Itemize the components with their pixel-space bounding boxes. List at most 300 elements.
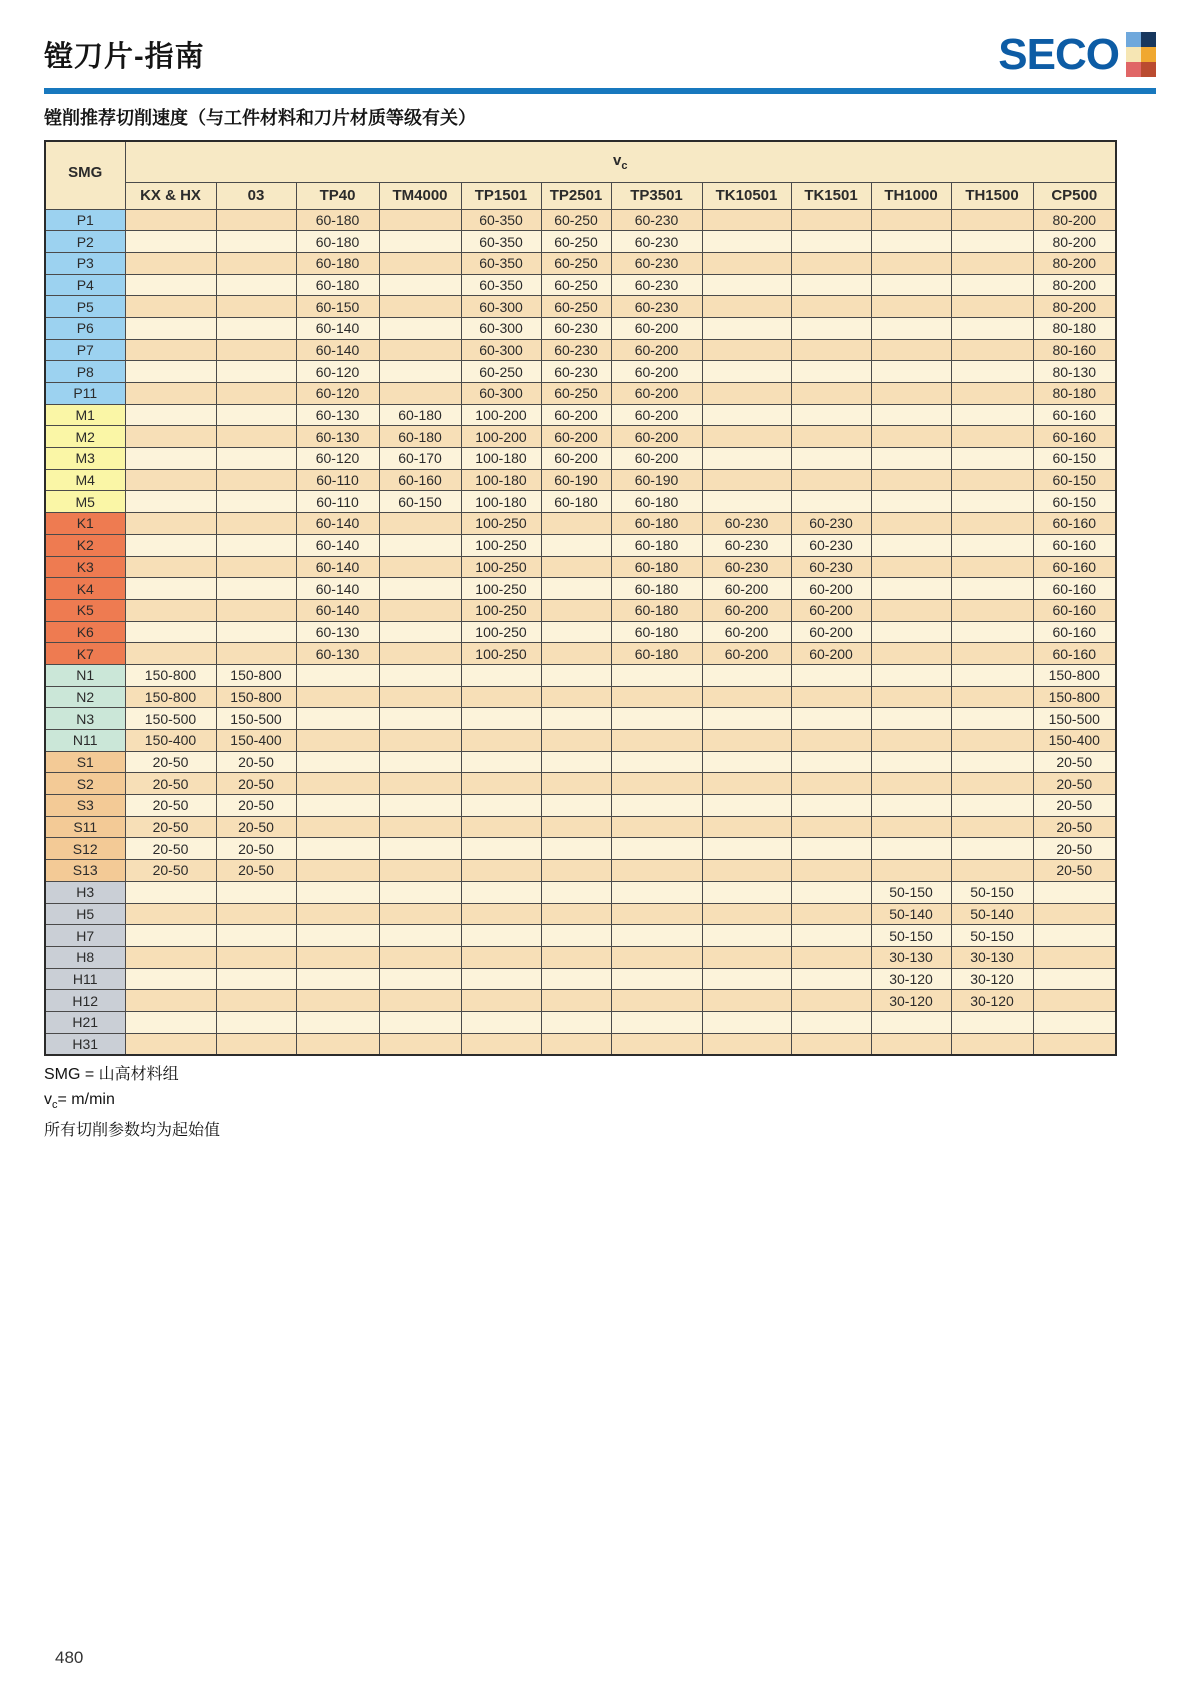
- value-cell: 60-200: [702, 599, 791, 621]
- value-cell: 150-500: [216, 708, 296, 730]
- smg-cell-h3: H3: [45, 881, 125, 903]
- column-header-th1000: TH1000: [871, 182, 951, 209]
- value-cell: [791, 903, 871, 925]
- value-cell: [871, 513, 951, 535]
- value-cell: 60-200: [541, 426, 611, 448]
- smg-cell-k5: K5: [45, 599, 125, 621]
- value-cell: 60-200: [791, 621, 871, 643]
- value-cell: [1033, 1033, 1116, 1055]
- value-cell: [951, 773, 1033, 795]
- table-row-p1: [45, 209, 1116, 231]
- value-cell: 60-180: [296, 274, 379, 296]
- smg-cell-k4: K4: [45, 578, 125, 600]
- table-row-k5: [45, 599, 1116, 621]
- value-cell: [951, 513, 1033, 535]
- value-cell: 60-180: [296, 231, 379, 253]
- value-cell: 60-200: [611, 404, 702, 426]
- value-cell: [125, 513, 216, 535]
- value-cell: [461, 925, 541, 947]
- value-cell: [951, 448, 1033, 470]
- value-cell: [216, 881, 296, 903]
- value-cell: [702, 838, 791, 860]
- value-cell: [611, 773, 702, 795]
- value-cell: [461, 708, 541, 730]
- value-cell: [611, 903, 702, 925]
- value-cell: [871, 448, 951, 470]
- value-cell: 60-200: [611, 339, 702, 361]
- value-cell: 60-300: [461, 339, 541, 361]
- value-cell: [461, 795, 541, 817]
- value-cell: [951, 534, 1033, 556]
- seco-logo: [998, 29, 1156, 79]
- value-cell: [541, 513, 611, 535]
- value-cell: 60-350: [461, 209, 541, 231]
- value-cell: 20-50: [216, 860, 296, 882]
- value-cell: 60-180: [379, 404, 461, 426]
- value-cell: [216, 990, 296, 1012]
- value-cell: [296, 881, 379, 903]
- value-cell: [541, 534, 611, 556]
- value-cell: [541, 708, 611, 730]
- value-cell: [702, 491, 791, 513]
- value-cell: 20-50: [125, 860, 216, 882]
- value-cell: [216, 621, 296, 643]
- value-cell: [702, 361, 791, 383]
- table-row-p3: [45, 252, 1116, 274]
- value-cell: [379, 361, 461, 383]
- value-cell: [871, 1011, 951, 1033]
- smg-cell-p5: P5: [45, 296, 125, 318]
- value-cell: 150-400: [216, 730, 296, 752]
- value-cell: [951, 556, 1033, 578]
- value-cell: [951, 838, 1033, 860]
- value-cell: [296, 773, 379, 795]
- value-cell: [461, 730, 541, 752]
- value-cell: 150-400: [1033, 730, 1116, 752]
- value-cell: 60-190: [541, 469, 611, 491]
- value-cell: [702, 296, 791, 318]
- value-cell: [379, 751, 461, 773]
- value-cell: 60-180: [611, 556, 702, 578]
- value-cell: [871, 491, 951, 513]
- value-cell: 100-180: [461, 448, 541, 470]
- value-cell: [871, 621, 951, 643]
- page-title: 镗刀片-指南: [44, 41, 205, 73]
- value-cell: [611, 816, 702, 838]
- value-cell: [125, 946, 216, 968]
- value-cell: [379, 1011, 461, 1033]
- value-cell: 60-160: [1033, 513, 1116, 535]
- value-cell: 80-180: [1033, 383, 1116, 405]
- value-cell: [791, 1033, 871, 1055]
- value-cell: [541, 1011, 611, 1033]
- value-cell: 20-50: [216, 838, 296, 860]
- value-cell: [379, 599, 461, 621]
- smg-cell-h7: H7: [45, 925, 125, 947]
- value-cell: 60-130: [296, 404, 379, 426]
- value-cell: [871, 404, 951, 426]
- value-cell: [702, 860, 791, 882]
- logo-mosaic-square: [1126, 47, 1141, 62]
- value-cell: [125, 925, 216, 947]
- table-row-k7: [45, 643, 1116, 665]
- value-cell: [951, 231, 1033, 253]
- value-cell: [541, 599, 611, 621]
- table-row-m3: [45, 448, 1116, 470]
- value-cell: [379, 643, 461, 665]
- smg-cell-p6: P6: [45, 317, 125, 339]
- value-cell: 20-50: [216, 773, 296, 795]
- note-start-values: 所有切削参数均为起始值: [44, 1122, 221, 1140]
- cutting-speed-table: [44, 140, 1117, 1056]
- value-cell: [702, 339, 791, 361]
- value-cell: 150-800: [1033, 664, 1116, 686]
- value-cell: 60-200: [611, 361, 702, 383]
- value-cell: [702, 404, 791, 426]
- value-cell: [296, 751, 379, 773]
- value-cell: [951, 317, 1033, 339]
- table-row-p8: [45, 361, 1116, 383]
- value-cell: 20-50: [1033, 860, 1116, 882]
- column-header-tp2501: TP2501: [541, 182, 611, 209]
- value-cell: [791, 383, 871, 405]
- value-cell: [791, 838, 871, 860]
- value-cell: 60-140: [296, 513, 379, 535]
- value-cell: [125, 599, 216, 621]
- value-cell: 60-160: [1033, 643, 1116, 665]
- value-cell: 50-150: [871, 881, 951, 903]
- value-cell: [296, 795, 379, 817]
- value-cell: 60-180: [611, 599, 702, 621]
- value-cell: [379, 925, 461, 947]
- value-cell: 60-180: [379, 426, 461, 448]
- value-cell: 60-230: [611, 274, 702, 296]
- value-cell: [216, 946, 296, 968]
- value-cell: [125, 361, 216, 383]
- value-cell: [379, 296, 461, 318]
- value-cell: [702, 686, 791, 708]
- value-cell: [125, 990, 216, 1012]
- table-row-s1: [45, 751, 1116, 773]
- value-cell: [216, 643, 296, 665]
- value-cell: [125, 469, 216, 491]
- table-row-p5: [45, 296, 1116, 318]
- value-cell: [871, 708, 951, 730]
- column-header-tp40: TP40: [296, 182, 379, 209]
- value-cell: [791, 209, 871, 231]
- value-cell: 20-50: [216, 816, 296, 838]
- value-cell: [951, 860, 1033, 882]
- value-cell: 60-140: [296, 599, 379, 621]
- smg-cell-s13: S13: [45, 860, 125, 882]
- value-cell: [871, 426, 951, 448]
- value-cell: 20-50: [125, 773, 216, 795]
- value-cell: 100-200: [461, 426, 541, 448]
- value-cell: [702, 317, 791, 339]
- vc-label-sub: c: [621, 159, 628, 172]
- value-cell: [461, 990, 541, 1012]
- smg-cell-p1: P1: [45, 209, 125, 231]
- value-cell: [379, 773, 461, 795]
- value-cell: 80-200: [1033, 296, 1116, 318]
- value-cell: [541, 990, 611, 1012]
- value-cell: [951, 296, 1033, 318]
- value-cell: 60-200: [791, 643, 871, 665]
- table-header: [45, 141, 1116, 209]
- smg-cell-k1: K1: [45, 513, 125, 535]
- value-cell: [379, 383, 461, 405]
- table-row-m4: [45, 469, 1116, 491]
- value-cell: [611, 946, 702, 968]
- logo-mosaic-square: [1141, 47, 1156, 62]
- value-cell: [951, 621, 1033, 643]
- value-cell: 60-200: [702, 578, 791, 600]
- value-cell: 60-170: [379, 448, 461, 470]
- value-cell: [296, 730, 379, 752]
- value-cell: [1033, 1011, 1116, 1033]
- value-cell: [216, 339, 296, 361]
- value-cell: [871, 773, 951, 795]
- table-row-h5: [45, 903, 1116, 925]
- value-cell: [951, 686, 1033, 708]
- value-cell: [541, 556, 611, 578]
- table-row-s13: [45, 860, 1116, 882]
- note-vc: $v_c= m/\min$: [44, 1091, 115, 1112]
- value-cell: [702, 925, 791, 947]
- value-cell: [379, 578, 461, 600]
- value-cell: 60-180: [611, 643, 702, 665]
- value-cell: 60-140: [296, 534, 379, 556]
- value-cell: [951, 1011, 1033, 1033]
- value-cell: [216, 404, 296, 426]
- smg-cell-s1: S1: [45, 751, 125, 773]
- smg-cell-n11: N11: [45, 730, 125, 752]
- value-cell: [296, 1033, 379, 1055]
- value-cell: 60-250: [541, 252, 611, 274]
- value-cell: 60-160: [1033, 426, 1116, 448]
- value-cell: [951, 252, 1033, 274]
- value-cell: [791, 339, 871, 361]
- value-cell: [871, 361, 951, 383]
- value-cell: [125, 881, 216, 903]
- column-header-cp500: CP500: [1033, 182, 1116, 209]
- value-cell: [791, 664, 871, 686]
- table-row-m5: [45, 491, 1116, 513]
- value-cell: [871, 209, 951, 231]
- value-cell: 50-140: [951, 903, 1033, 925]
- value-cell: [702, 795, 791, 817]
- value-cell: 150-800: [1033, 686, 1116, 708]
- value-cell: 150-800: [216, 686, 296, 708]
- value-cell: 20-50: [1033, 795, 1116, 817]
- value-cell: 60-180: [541, 491, 611, 513]
- value-cell: [379, 816, 461, 838]
- value-cell: [216, 968, 296, 990]
- value-cell: 100-250: [461, 578, 541, 600]
- value-cell: 20-50: [216, 795, 296, 817]
- value-cell: [951, 751, 1033, 773]
- value-cell: [379, 686, 461, 708]
- value-cell: [461, 751, 541, 773]
- value-cell: 100-250: [461, 599, 541, 621]
- column-header-tp3501: TP3501: [611, 182, 702, 209]
- value-cell: [216, 296, 296, 318]
- value-cell: 60-140: [296, 578, 379, 600]
- value-cell: 60-180: [611, 621, 702, 643]
- table-row-s12: [45, 838, 1116, 860]
- value-cell: 60-300: [461, 383, 541, 405]
- value-cell: 60-200: [611, 317, 702, 339]
- value-cell: [951, 361, 1033, 383]
- value-cell: [791, 968, 871, 990]
- value-cell: [871, 860, 951, 882]
- value-cell: [791, 1011, 871, 1033]
- smg-cell-p11: P11: [45, 383, 125, 405]
- value-cell: [791, 990, 871, 1012]
- value-cell: 60-250: [541, 209, 611, 231]
- note-smg: SMG = 山高材料组: [44, 1066, 179, 1083]
- value-cell: [951, 599, 1033, 621]
- value-cell: 20-50: [125, 751, 216, 773]
- value-cell: [216, 903, 296, 925]
- value-cell: 20-50: [125, 816, 216, 838]
- value-cell: [125, 426, 216, 448]
- value-cell: [951, 491, 1033, 513]
- value-cell: [791, 686, 871, 708]
- grade-header-row: [45, 182, 1116, 209]
- value-cell: 80-200: [1033, 274, 1116, 296]
- value-cell: [541, 968, 611, 990]
- table-row-m1: [45, 404, 1116, 426]
- value-cell: 30-120: [951, 990, 1033, 1012]
- value-cell: 60-130: [296, 426, 379, 448]
- value-cell: [296, 1011, 379, 1033]
- value-cell: [379, 946, 461, 968]
- value-cell: [611, 881, 702, 903]
- value-cell: 150-800: [125, 686, 216, 708]
- smg-cell-m1: M1: [45, 404, 125, 426]
- value-cell: 60-120: [296, 448, 379, 470]
- value-cell: 60-160: [1033, 556, 1116, 578]
- value-cell: [216, 209, 296, 231]
- value-cell: 30-120: [871, 968, 951, 990]
- value-cell: [702, 469, 791, 491]
- value-cell: [702, 252, 791, 274]
- value-cell: [791, 404, 871, 426]
- value-cell: [951, 795, 1033, 817]
- table-row-p11: [45, 383, 1116, 405]
- value-cell: [702, 990, 791, 1012]
- value-cell: [541, 621, 611, 643]
- smg-cell-h5: H5: [45, 903, 125, 925]
- value-cell: 60-230: [702, 556, 791, 578]
- value-cell: [791, 946, 871, 968]
- smg-cell-h31: H31: [45, 1033, 125, 1055]
- value-cell: [702, 708, 791, 730]
- value-cell: 60-180: [611, 513, 702, 535]
- table-caption: 镗削推荐切削速度（与工件材料和刀片材质等级有关）: [44, 108, 476, 128]
- value-cell: [125, 274, 216, 296]
- value-cell: 60-250: [541, 383, 611, 405]
- value-cell: [611, 1033, 702, 1055]
- value-cell: [871, 578, 951, 600]
- value-cell: [461, 816, 541, 838]
- value-cell: 100-250: [461, 513, 541, 535]
- value-cell: [951, 404, 1033, 426]
- value-cell: [541, 730, 611, 752]
- value-cell: [951, 816, 1033, 838]
- smg-cell-p2: P2: [45, 231, 125, 253]
- value-cell: [871, 643, 951, 665]
- value-cell: 30-130: [871, 946, 951, 968]
- smg-cell-p7: P7: [45, 339, 125, 361]
- value-cell: [541, 816, 611, 838]
- value-cell: [611, 968, 702, 990]
- value-cell: [951, 578, 1033, 600]
- value-cell: [296, 968, 379, 990]
- value-cell: [296, 838, 379, 860]
- smg-cell-s2: S2: [45, 773, 125, 795]
- vc-header-cell: [125, 141, 1116, 182]
- value-cell: [702, 209, 791, 231]
- value-cell: [951, 1033, 1033, 1055]
- value-cell: [125, 404, 216, 426]
- value-cell: [216, 469, 296, 491]
- value-cell: [951, 274, 1033, 296]
- value-cell: 20-50: [125, 795, 216, 817]
- smg-cell-n3: N3: [45, 708, 125, 730]
- value-cell: 60-150: [379, 491, 461, 513]
- value-cell: 60-160: [1033, 534, 1116, 556]
- value-cell: [611, 664, 702, 686]
- value-cell: [541, 946, 611, 968]
- table-row-p7: [45, 339, 1116, 361]
- value-cell: [611, 925, 702, 947]
- value-cell: 60-150: [1033, 448, 1116, 470]
- value-cell: 60-190: [611, 469, 702, 491]
- value-cell: [125, 339, 216, 361]
- value-cell: 60-180: [611, 578, 702, 600]
- value-cell: [541, 578, 611, 600]
- value-cell: [702, 751, 791, 773]
- value-cell: 60-230: [611, 209, 702, 231]
- value-cell: 60-250: [541, 274, 611, 296]
- value-cell: [461, 773, 541, 795]
- value-cell: 80-200: [1033, 231, 1116, 253]
- value-cell: 100-250: [461, 534, 541, 556]
- smg-cell-k3: K3: [45, 556, 125, 578]
- value-cell: 60-350: [461, 231, 541, 253]
- smg-cell-s11: S11: [45, 816, 125, 838]
- value-cell: [461, 1011, 541, 1033]
- value-cell: 60-110: [296, 469, 379, 491]
- seco-logo-mosaic-icon: [1126, 32, 1156, 77]
- value-cell: 100-200: [461, 404, 541, 426]
- table-row-s11: [45, 816, 1116, 838]
- value-cell: 20-50: [1033, 816, 1116, 838]
- value-cell: [871, 795, 951, 817]
- value-cell: [791, 231, 871, 253]
- value-cell: 60-200: [611, 383, 702, 405]
- value-cell: [379, 513, 461, 535]
- value-cell: [216, 513, 296, 535]
- value-cell: [871, 274, 951, 296]
- value-cell: 60-200: [611, 426, 702, 448]
- value-cell: [702, 231, 791, 253]
- value-cell: [379, 534, 461, 556]
- smg-cell-k7: K7: [45, 643, 125, 665]
- value-cell: [216, 252, 296, 274]
